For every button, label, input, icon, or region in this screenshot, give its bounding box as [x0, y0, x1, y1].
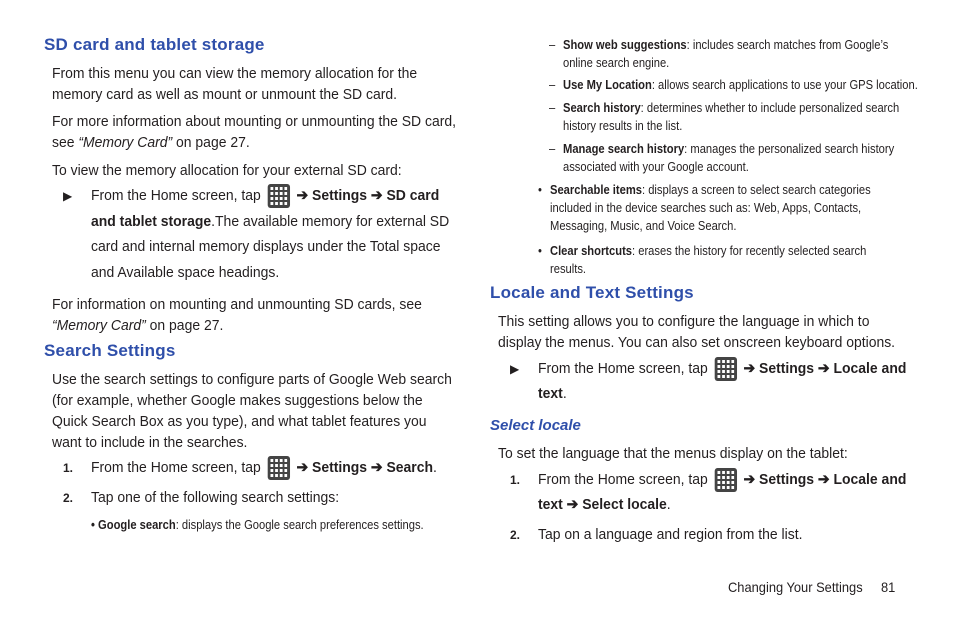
step-line: From the Home screen, tap ➔ Settings ➔ Locale and	[538, 356, 906, 382]
step-line: and tablet storage.The available memory for external SD	[91, 213, 450, 230]
bullet-item: • Google search: displays the Google search preferences settings.	[91, 517, 424, 532]
sub-bullet-line: history results in the list.	[563, 118, 683, 133]
sub-bullet-line: Use My Location: allows search applications to use your GPS location.	[563, 77, 918, 92]
paragraph-line: This setting allows you to configure the language in which to	[498, 313, 870, 330]
memory-card-reference: “Memory Card”	[52, 317, 146, 334]
heading-select-locale: Select locale	[490, 417, 581, 434]
step-number: 1.	[510, 473, 521, 487]
apps-grid-icon	[714, 357, 736, 381]
step-line: From the Home screen, tap ➔ Settings ➔ Search.	[91, 455, 437, 481]
paragraph-line: To view the memory allocation for your external SD card:	[52, 162, 402, 179]
paragraph-line: memory card as well as mount or unmount the SD card.	[52, 86, 398, 103]
apps-grid-icon	[267, 456, 289, 480]
bullet-item: results.	[550, 261, 587, 276]
paragraph-line: Use the search settings to configure parts of Google Web search	[52, 371, 452, 388]
step-line: and Available space headings.	[91, 264, 280, 281]
paragraph-line: To set the language that the menus display on the tablet:	[498, 445, 848, 462]
sub-bullet-line: online search engine.	[563, 55, 670, 70]
step-line: Tap on a language and region from the list.	[538, 526, 803, 543]
step-triangle-icon: ▶	[63, 189, 73, 203]
sub-bullet-line: Show web suggestions: includes search matches from Google’s	[563, 37, 889, 52]
sub-bullet-line: associated with your Google account.	[563, 159, 749, 174]
step-line: Tap one of the following search settings:	[91, 489, 340, 506]
step-number: 1.	[63, 461, 74, 475]
bullet-item: Searchable items: displays a screen to select search categories	[550, 182, 871, 197]
paragraph-line: (for example, whether Google makes suggestions below the	[52, 392, 423, 409]
memory-card-reference: “Memory Card”	[78, 134, 173, 151]
paragraph-line: For more information about mounting or unmounting the SD card,	[52, 113, 456, 130]
paragraph-line: From this menu you can view the memory allocation for the	[52, 65, 418, 82]
step-line: From the Home screen, tap ➔ Settings ➔ Locale and	[538, 467, 906, 493]
dash-marker: –	[549, 37, 556, 52]
bullet-item: Messaging, Music, and Voice Search.	[550, 218, 737, 233]
footer-section-title: Changing Your Settings	[728, 579, 863, 595]
sub-bullet-line: Search history: determines whether to include personalized search	[563, 100, 900, 115]
bullet-item: Clear shortcuts: erases the history for recently selected search	[550, 243, 867, 258]
page-number: 81	[881, 579, 896, 595]
step-line: text ➔ Select locale.	[538, 496, 671, 513]
paragraph-line: “Memory Card” on page 27.	[52, 317, 224, 334]
step-line: text.	[538, 385, 567, 402]
dash-marker: –	[549, 100, 556, 115]
paragraph-line: Quick Search Box as you type), and what tablet features you	[52, 413, 427, 430]
sub-bullet-line: Manage search history: manages the personalized search history	[563, 141, 895, 156]
heading-locale-text: Locale and Text Settings	[490, 283, 694, 302]
apps-grid-icon	[714, 468, 736, 492]
paragraph-line: For information on mounting and unmounting SD cards, see	[52, 296, 422, 313]
paragraph-line: display the menus. You can also set onscreen keyboard options.	[498, 334, 896, 351]
apps-grid-icon	[267, 184, 289, 208]
bullet-item: included in the device searches such as: Web, Apps, Contacts,	[550, 200, 862, 215]
bullet-marker: •	[538, 182, 542, 197]
dash-marker: –	[549, 77, 556, 92]
step-line: From the Home screen, tap ➔ Settings ➔ SD card	[91, 183, 439, 209]
step-line: card and internal memory displays under the Total space	[91, 238, 441, 255]
step-number: 2.	[510, 528, 521, 542]
step-number: 2.	[63, 491, 74, 505]
paragraph-line: see “Memory Card” on page 27.	[52, 134, 250, 151]
bullet-marker: •	[538, 243, 542, 258]
step-triangle-icon: ▶	[510, 362, 520, 376]
heading-search-settings: Search Settings	[44, 341, 176, 360]
paragraph-line: want to include in the searches.	[52, 434, 248, 451]
dash-marker: –	[549, 141, 556, 156]
heading-sd-card: SD card and tablet storage	[44, 35, 265, 54]
